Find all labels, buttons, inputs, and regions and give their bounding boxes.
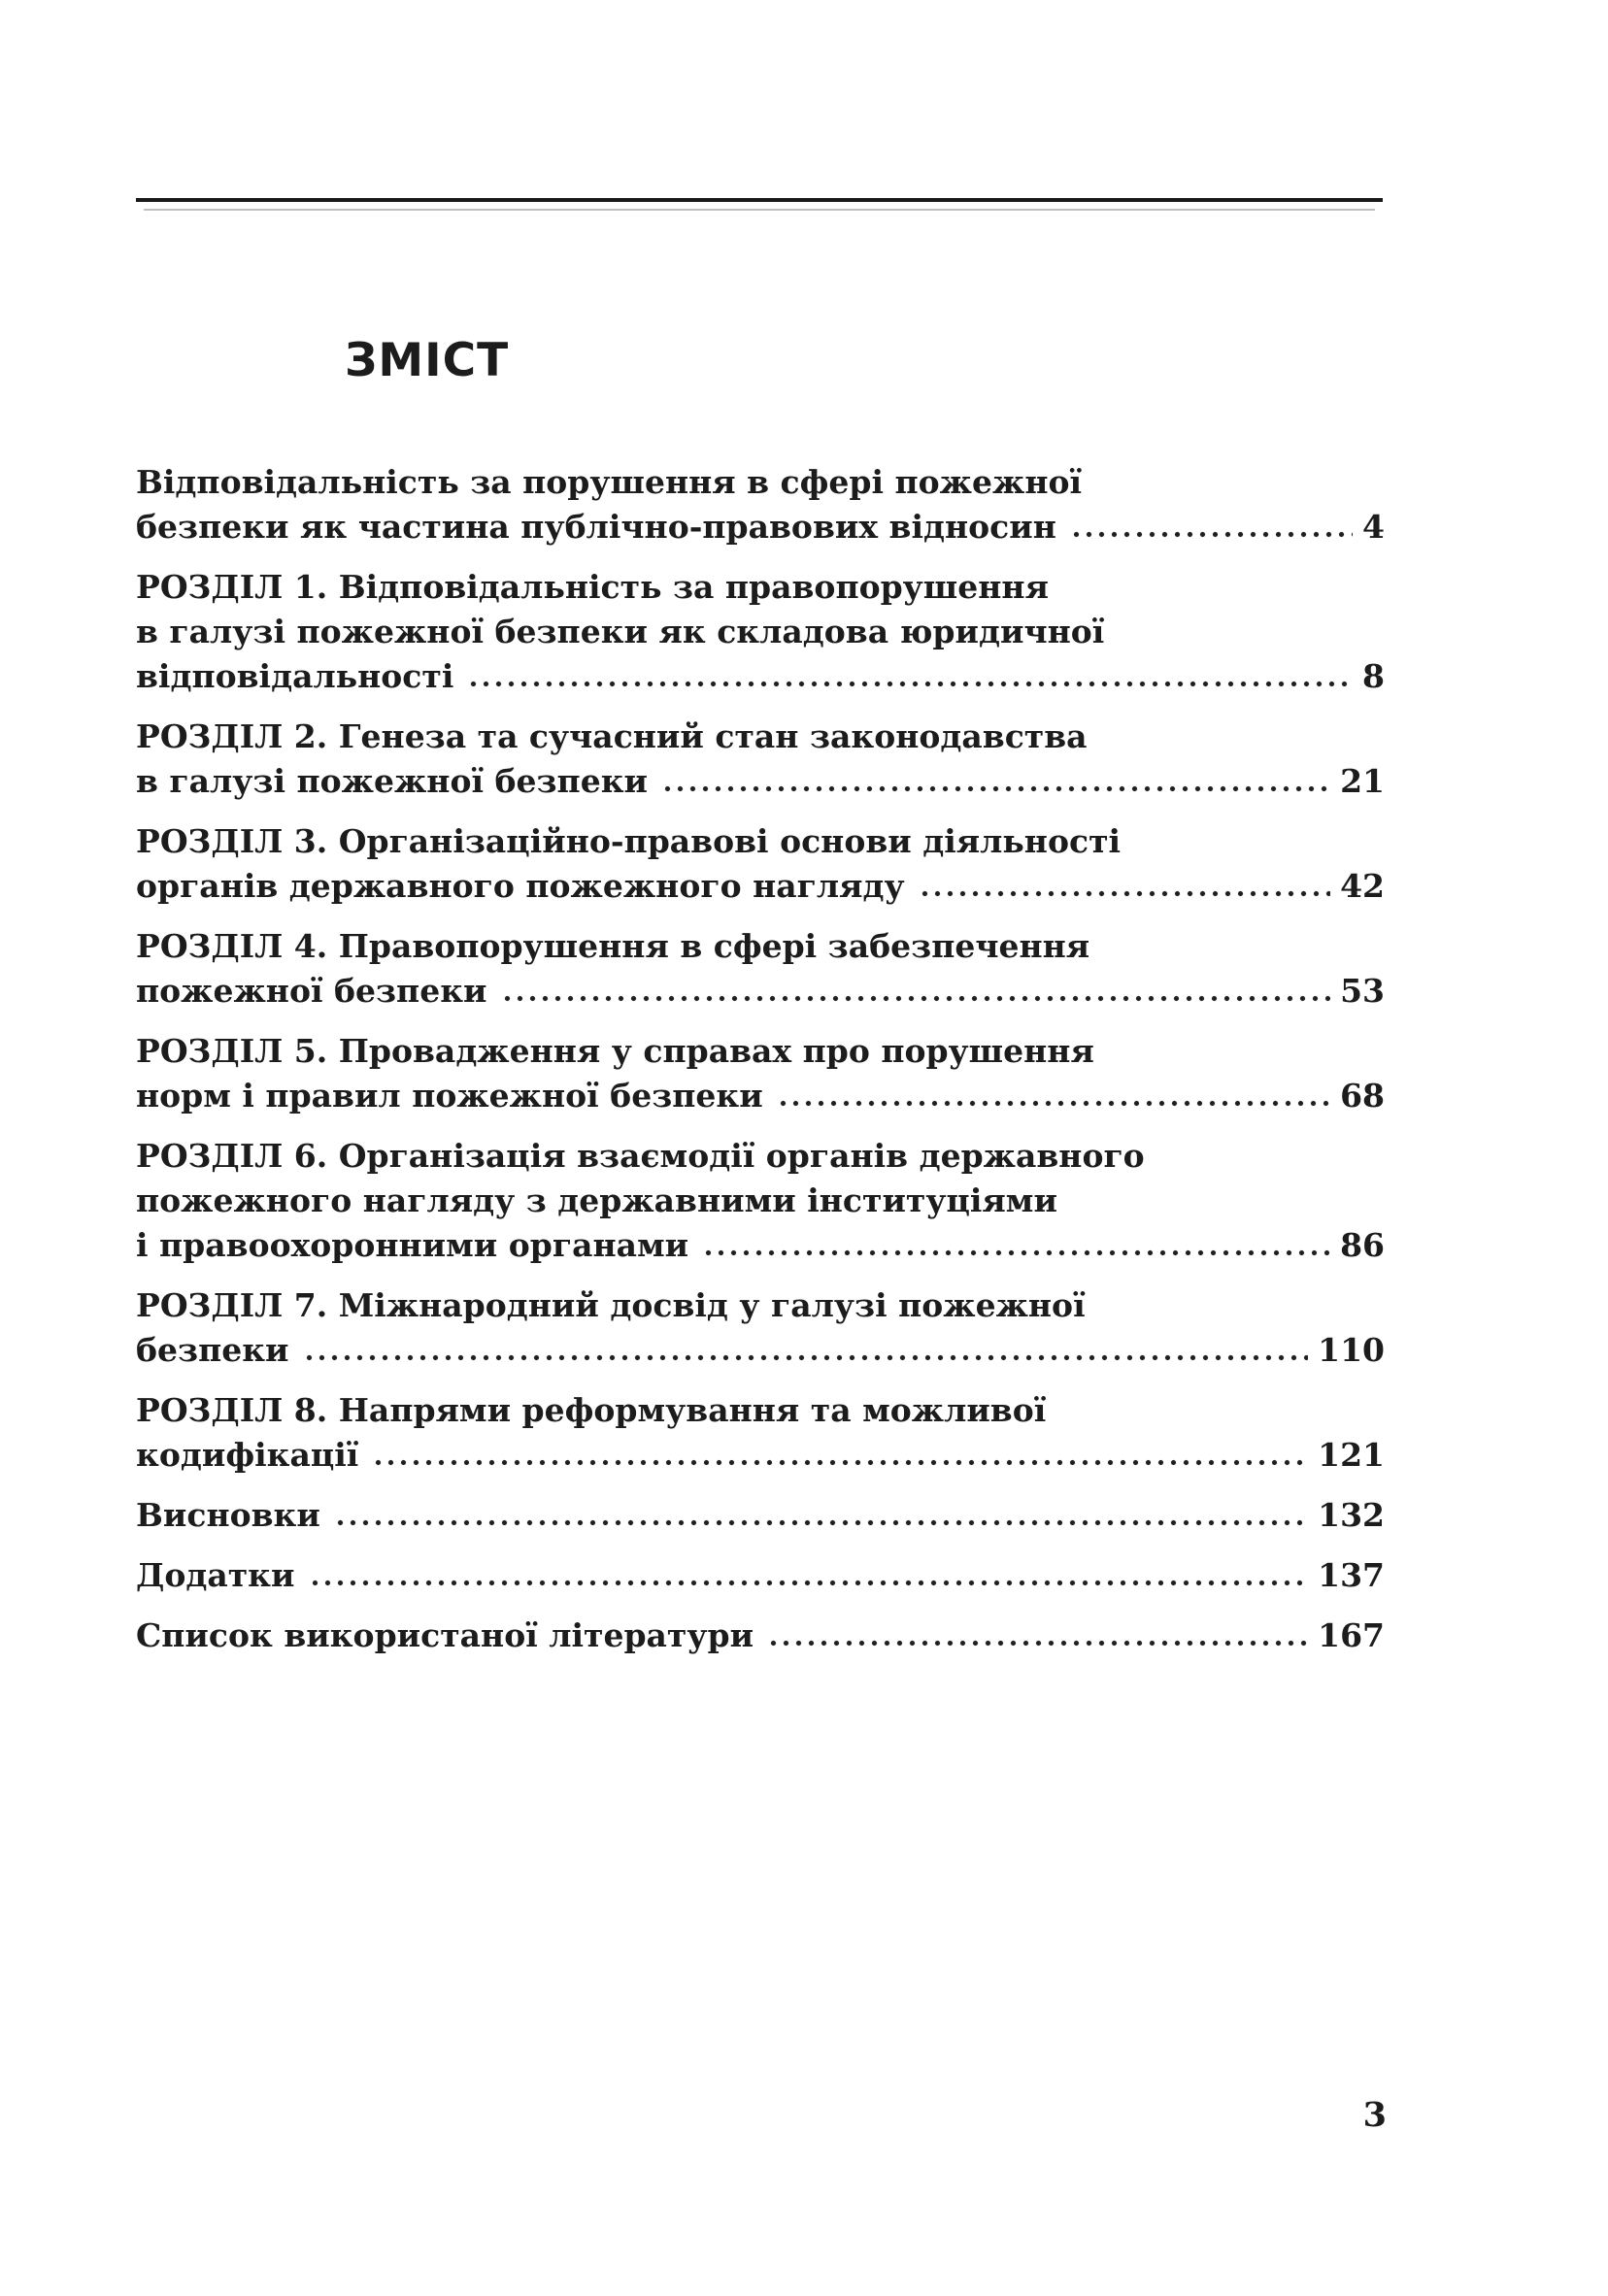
- toc-entry-line: [136, 1614, 1385, 1658]
- toc-entry-label: РОЗДІЛ 1.: [136, 568, 328, 607]
- toc-entry: [136, 1614, 1385, 1658]
- toc-entry-text: Список використаної літератури: [136, 1616, 754, 1655]
- toc-entry-text: в галузі пожежної безпеки як складова юридичної: [136, 613, 1105, 651]
- toc-page-number: 110: [1318, 1331, 1385, 1370]
- toc-entry-line: [136, 1074, 1385, 1118]
- toc-entry-line: [136, 1134, 1385, 1179]
- toc-entry-text: пожежного нагляду з державними інституціями: [136, 1181, 1057, 1220]
- toc-page-number: 42: [1340, 867, 1385, 906]
- toc-entry-line: [136, 715, 1385, 759]
- dot-leader: [334, 1493, 1308, 1538]
- dot-leader: [777, 1074, 1330, 1118]
- toc-entry-text: РОЗДІЛ 7. Міжнародний досвід у галузі пожежної: [136, 1286, 1086, 1325]
- toc-entry-text: норм і правил пожежної безпеки: [136, 1077, 763, 1115]
- toc-entry-text: пожежної безпеки: [136, 972, 487, 1011]
- toc-entry: [136, 1283, 1385, 1373]
- toc-entry: [136, 715, 1385, 804]
- toc-entry-text: Додатки: [136, 1556, 295, 1595]
- toc-page-number: 167: [1318, 1616, 1385, 1655]
- dot-leader: [1070, 505, 1353, 549]
- toc-entry-label: РОЗДІЛ 6.: [136, 1137, 328, 1176]
- toc-page-number: 132: [1318, 1496, 1385, 1535]
- dot-leader: [501, 969, 1331, 1014]
- toc-entry-label: РОЗДІЛ 2.: [136, 717, 328, 756]
- dot-leader: [467, 654, 1353, 699]
- folio-page-number: 3: [1362, 2095, 1387, 2135]
- toc-entry-line: [136, 1223, 1385, 1268]
- toc-entry: [136, 924, 1385, 1014]
- toc-entry-line: [136, 1029, 1385, 1074]
- toc-entry-line: [136, 565, 1385, 610]
- dot-leader: [309, 1553, 1309, 1598]
- toc-entry-label: РОЗДІЛ 3.: [136, 822, 328, 861]
- toc-entry: [136, 1493, 1385, 1538]
- toc-entry-line: [136, 864, 1385, 909]
- toc-entry: [136, 1553, 1385, 1598]
- toc-entry-label: РОЗДІЛ 4.: [136, 927, 328, 966]
- toc-entry-text: безпеки як частина публічно-правових відносин: [136, 508, 1056, 547]
- toc-page-number: 53: [1340, 972, 1385, 1011]
- toc-entry-line: [136, 1493, 1385, 1538]
- toc-entry-text: РОЗДІЛ 3. Організаційно-правові основи діяльності: [136, 822, 1122, 861]
- toc-entry-label: РОЗДІЛ 7.: [136, 1286, 328, 1325]
- toc-entry-line: [136, 1328, 1385, 1373]
- toc-entry-text: РОЗДІЛ 1. Відповідальність за правопорушення: [136, 568, 1049, 607]
- dot-leader: [303, 1328, 1309, 1373]
- toc-entry-text: Висновки: [136, 1496, 320, 1535]
- toc-entry-label: РОЗДІЛ 8.: [136, 1391, 328, 1430]
- toc-entry: [136, 1029, 1385, 1118]
- toc-entry-label: РОЗДІЛ 5.: [136, 1032, 328, 1071]
- toc-entry-line: [136, 1283, 1385, 1328]
- top-rule-thin-divider: [144, 209, 1375, 211]
- toc-entry-line: [136, 1179, 1385, 1223]
- toc-entry-text: кодифікації: [136, 1436, 359, 1475]
- toc-entry-text: РОЗДІЛ 8. Напрями реформування та можливої: [136, 1391, 1047, 1430]
- toc-page-number: 68: [1340, 1077, 1385, 1115]
- toc-page-number: 8: [1362, 657, 1385, 696]
- toc-entry-text: РОЗДІЛ 4. Правопорушення в сфері забезпечення: [136, 927, 1090, 966]
- top-rule-divider: [136, 198, 1383, 202]
- dot-leader: [372, 1433, 1308, 1478]
- toc-entry-text: безпеки: [136, 1331, 289, 1370]
- toc-entry-line: [136, 759, 1385, 804]
- toc-entries: [136, 460, 1385, 1658]
- toc-entry-line: [136, 610, 1385, 654]
- toc-entry-line: [136, 505, 1385, 549]
- toc-entry-text: відповідальності: [136, 657, 454, 696]
- toc-page-number: 86: [1340, 1226, 1385, 1265]
- toc-entry: [136, 819, 1385, 909]
- toc-entry-text: в галузі пожежної безпеки: [136, 762, 649, 801]
- toc-entry-text: РОЗДІЛ 2. Генеза та сучасний стан законодавства: [136, 717, 1088, 756]
- page-title: ЗМІСТ: [345, 334, 510, 387]
- toc-page-number: 137: [1318, 1556, 1385, 1595]
- toc-entry-line: [136, 654, 1385, 699]
- toc-entry-line: [136, 819, 1385, 864]
- toc-entry-text: Відповідальність за порушення в сфері пожежної: [136, 463, 1083, 502]
- toc-entry: [136, 1388, 1385, 1478]
- toc-entry-line: [136, 1388, 1385, 1433]
- toc-entry-line: [136, 924, 1385, 969]
- toc-entry-text: органів державного пожежного нагляду: [136, 867, 905, 906]
- dot-leader: [661, 759, 1330, 804]
- dot-leader: [702, 1223, 1330, 1268]
- toc-page-number: 21: [1340, 762, 1385, 801]
- toc-entry: [136, 565, 1385, 699]
- dot-leader: [767, 1614, 1308, 1658]
- toc-page-number: 4: [1362, 508, 1385, 547]
- toc-entry-line: [136, 1433, 1385, 1478]
- dot-leader: [919, 864, 1330, 909]
- toc-content: [136, 335, 1385, 1674]
- toc-page-number: 121: [1318, 1436, 1385, 1475]
- toc-entry-text: РОЗДІЛ 5. Провадження у справах про порушення: [136, 1032, 1094, 1071]
- toc-entry: [136, 1134, 1385, 1268]
- toc-entry-text: РОЗДІЛ 6. Організація взаємодії органів державного: [136, 1137, 1145, 1176]
- toc-entry-line: [136, 1553, 1385, 1598]
- toc-entry-line: [136, 969, 1385, 1014]
- toc-entry: [136, 460, 1385, 549]
- toc-entry-text: і правоохоронними органами: [136, 1226, 689, 1265]
- toc-entry-line: [136, 460, 1385, 505]
